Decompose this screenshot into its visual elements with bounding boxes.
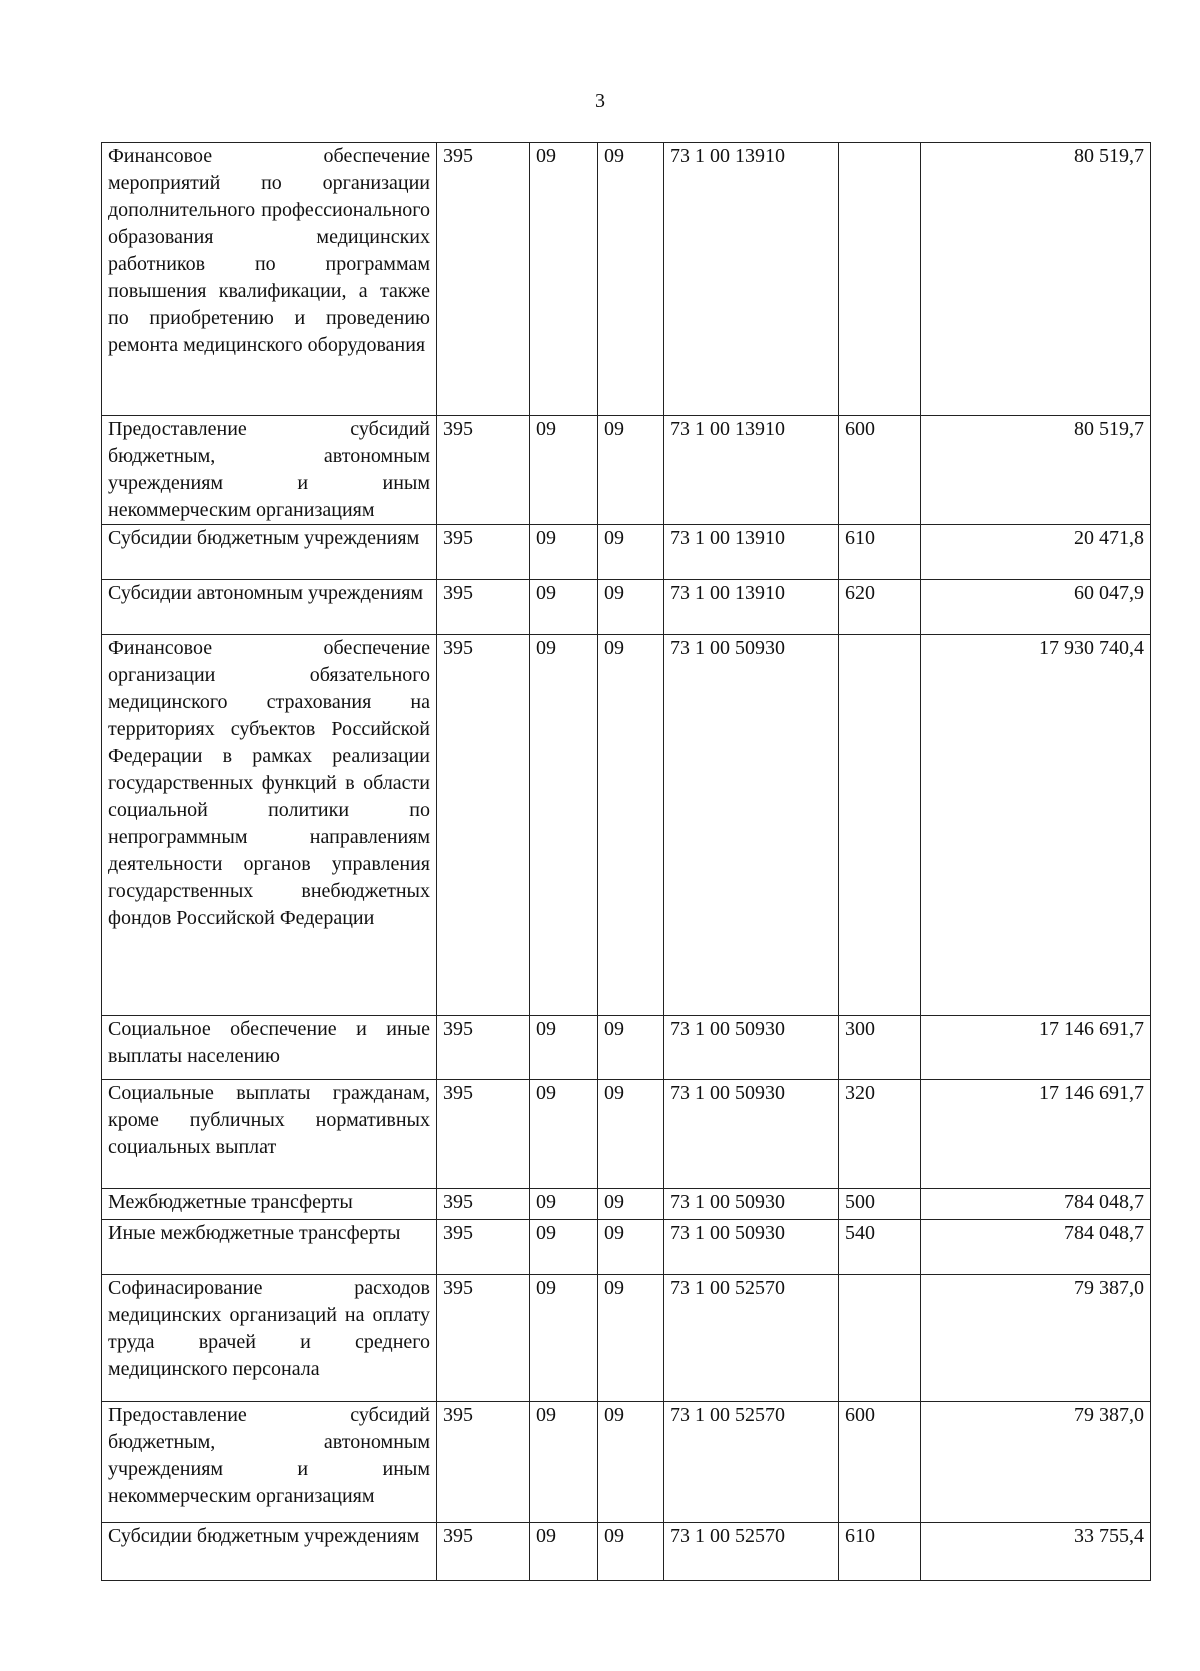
row-subsection: 09 bbox=[598, 1189, 664, 1220]
row-name: Социальные выплаты гражданам, кроме публичных нормативных социальных выплат bbox=[102, 1080, 437, 1189]
row-section: 09 bbox=[530, 580, 598, 635]
row-section: 09 bbox=[530, 525, 598, 580]
row-target-article: 73 1 00 50930 bbox=[664, 1016, 839, 1080]
table-row bbox=[102, 1275, 1151, 1402]
page-number: 3 bbox=[595, 90, 605, 112]
row-target-article: 73 1 00 50930 bbox=[664, 635, 839, 1016]
row-name: Финансовое обеспечение организации обязательного медицинского страхования на территориях субъектов Российской Федерации в рамках реализации государственных функций в области социальной политики по непрограммным направлениям деятельности органов управления государственных внебюджетных фондов Российской Федерации bbox=[102, 635, 437, 1016]
row-sum: 60 047,9 bbox=[921, 580, 1151, 635]
row-name: Предоставление субсидий бюджетным, автономным учреждениям и иным некоммерческим организациям bbox=[102, 1402, 437, 1523]
row-expense-type bbox=[839, 143, 921, 416]
row-sum: 784 048,7 bbox=[921, 1189, 1151, 1220]
table-row bbox=[102, 1523, 1151, 1581]
row-name: Социальное обеспечение и иные выплаты населению bbox=[102, 1016, 437, 1080]
table-row bbox=[102, 1189, 1151, 1220]
table-row bbox=[102, 1016, 1151, 1080]
row-name: Предоставление субсидий бюджетным, автономным учреждениям и иным некоммерческим организациям bbox=[102, 416, 437, 525]
row-grbs: 395 bbox=[437, 1402, 530, 1523]
row-sum: 33 755,4 bbox=[921, 1523, 1151, 1581]
row-section: 09 bbox=[530, 1189, 598, 1220]
row-target-article: 73 1 00 50930 bbox=[664, 1189, 839, 1220]
table-row bbox=[102, 1220, 1151, 1275]
row-grbs: 395 bbox=[437, 1275, 530, 1402]
row-expense-type: 320 bbox=[839, 1080, 921, 1189]
row-expense-type: 600 bbox=[839, 1402, 921, 1523]
row-expense-type bbox=[839, 635, 921, 1016]
row-expense-type: 300 bbox=[839, 1016, 921, 1080]
row-sum: 80 519,7 bbox=[921, 416, 1151, 525]
row-name: Финансовое обеспечение мероприятий по организации дополнительного профессионального образования медицинских работников по программам повышения квалификации, а также по приобретению и проведению ремонта медицинского оборудования bbox=[102, 143, 437, 416]
row-grbs: 395 bbox=[437, 1189, 530, 1220]
table-row bbox=[102, 1080, 1151, 1189]
table-row bbox=[102, 143, 1151, 416]
row-grbs: 395 bbox=[437, 1016, 530, 1080]
row-section: 09 bbox=[530, 416, 598, 525]
row-grbs: 395 bbox=[437, 1220, 530, 1275]
table-row bbox=[102, 1402, 1151, 1523]
row-subsection: 09 bbox=[598, 1523, 664, 1581]
row-section: 09 bbox=[530, 1402, 598, 1523]
table-row bbox=[102, 635, 1151, 1016]
row-grbs: 395 bbox=[437, 416, 530, 525]
row-sum: 20 471,8 bbox=[921, 525, 1151, 580]
row-target-article: 73 1 00 52570 bbox=[664, 1402, 839, 1523]
row-subsection: 09 bbox=[598, 1080, 664, 1189]
row-sum: 80 519,7 bbox=[921, 143, 1151, 416]
row-grbs: 395 bbox=[437, 580, 530, 635]
row-target-article: 73 1 00 13910 bbox=[664, 580, 839, 635]
row-target-article: 73 1 00 13910 bbox=[664, 525, 839, 580]
row-subsection: 09 bbox=[598, 1402, 664, 1523]
row-target-article: 73 1 00 50930 bbox=[664, 1220, 839, 1275]
row-expense-type: 610 bbox=[839, 1523, 921, 1581]
row-expense-type: 500 bbox=[839, 1189, 921, 1220]
row-grbs: 395 bbox=[437, 525, 530, 580]
row-subsection: 09 bbox=[598, 1016, 664, 1080]
table-row bbox=[102, 525, 1151, 580]
row-target-article: 73 1 00 13910 bbox=[664, 143, 839, 416]
row-grbs: 395 bbox=[437, 1523, 530, 1581]
row-section: 09 bbox=[530, 635, 598, 1016]
row-subsection: 09 bbox=[598, 635, 664, 1016]
row-name: Субсидии бюджетным учреждениям bbox=[102, 1523, 437, 1581]
row-section: 09 bbox=[530, 143, 598, 416]
row-sum: 17 146 691,7 bbox=[921, 1080, 1151, 1189]
row-name: Субсидии бюджетным учреждениям bbox=[102, 525, 437, 580]
row-subsection: 09 bbox=[598, 416, 664, 525]
row-target-article: 73 1 00 13910 bbox=[664, 416, 839, 525]
row-name: Иные межбюджетные трансферты bbox=[102, 1220, 437, 1275]
row-subsection: 09 bbox=[598, 525, 664, 580]
row-expense-type: 600 bbox=[839, 416, 921, 525]
row-section: 09 bbox=[530, 1523, 598, 1581]
table-row bbox=[102, 416, 1151, 525]
row-expense-type bbox=[839, 1275, 921, 1402]
row-section: 09 bbox=[530, 1080, 598, 1189]
row-target-article: 73 1 00 50930 bbox=[664, 1080, 839, 1189]
row-subsection: 09 bbox=[598, 143, 664, 416]
row-section: 09 bbox=[530, 1016, 598, 1080]
row-section: 09 bbox=[530, 1275, 598, 1402]
row-name: Субсидии автономным учреждениям bbox=[102, 580, 437, 635]
table-row bbox=[102, 580, 1151, 635]
row-name: Софинасирование расходов медицинских организаций на оплату труда врачей и среднего медицинского персонала bbox=[102, 1275, 437, 1402]
row-target-article: 73 1 00 52570 bbox=[664, 1523, 839, 1581]
row-expense-type: 610 bbox=[839, 525, 921, 580]
row-expense-type: 540 bbox=[839, 1220, 921, 1275]
row-sum: 17 146 691,7 bbox=[921, 1016, 1151, 1080]
budget-table bbox=[101, 142, 1151, 1581]
row-name: Межбюджетные трансферты bbox=[102, 1189, 437, 1220]
row-sum: 784 048,7 bbox=[921, 1220, 1151, 1275]
row-subsection: 09 bbox=[598, 580, 664, 635]
row-sum: 79 387,0 bbox=[921, 1275, 1151, 1402]
row-expense-type: 620 bbox=[839, 580, 921, 635]
row-sum: 17 930 740,4 bbox=[921, 635, 1151, 1016]
row-grbs: 395 bbox=[437, 1080, 530, 1189]
row-subsection: 09 bbox=[598, 1220, 664, 1275]
row-sum: 79 387,0 bbox=[921, 1402, 1151, 1523]
row-grbs: 395 bbox=[437, 635, 530, 1016]
row-grbs: 395 bbox=[437, 143, 530, 416]
row-target-article: 73 1 00 52570 bbox=[664, 1275, 839, 1402]
row-subsection: 09 bbox=[598, 1275, 664, 1402]
row-section: 09 bbox=[530, 1220, 598, 1275]
